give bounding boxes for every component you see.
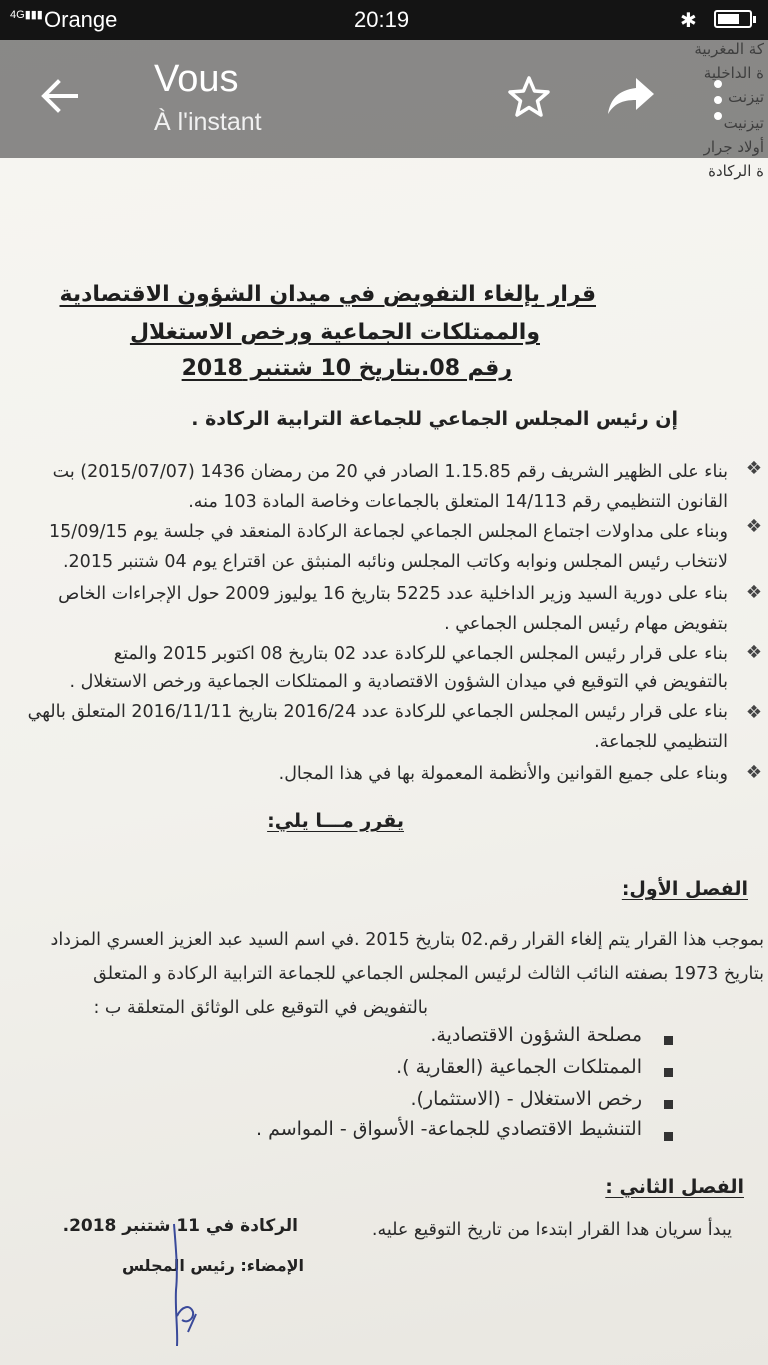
app-bar-subtitle: À l'instant <box>154 108 262 136</box>
square-bullet-icon <box>664 1068 673 1077</box>
battery-icon <box>714 10 752 28</box>
signal-icon: 4G▮▮▮ <box>10 9 43 21</box>
article-1-line: بالتفويض في التوقيع على الوثائق المتعلقة ب : <box>93 998 428 1018</box>
article-1-item: رخص الاستغلال - (الاستثمار). <box>410 1088 642 1110</box>
square-bullet-icon <box>664 1100 673 1109</box>
article-1-item: الممتلكات الجماعية (العقارية ). <box>396 1056 642 1078</box>
article-1-line: بموجب هذا القرار يتم إلغاء القرار رقم.02 بتاريخ 2015 .في اسم السيد عبد العزيز العسري المزداد <box>50 930 764 950</box>
star-icon[interactable] <box>506 74 552 120</box>
article-1-item: مصلحة الشؤون الاقتصادية. <box>430 1024 642 1046</box>
status-time: 20:19 <box>354 7 410 32</box>
app-bar <box>0 40 768 158</box>
consideration-line: التنظيمي للجماعة. <box>594 732 728 752</box>
handwritten-signature <box>160 1220 220 1350</box>
bluetooth-icon: ✱ <box>680 8 697 32</box>
document-title-line: قرار بإلغاء التفويض في ميدان الشؤون الاقتصادية <box>59 282 596 307</box>
app-bar-title: Vous <box>154 58 239 100</box>
share-icon[interactable] <box>606 76 656 118</box>
consideration-line: لانتخاب رئيس المجلس ونوابه وكاتب المجلس ونائبه المنبثق عن اقتراع يوم 04 شتنبر 2015. <box>62 552 728 572</box>
diamond-bullet-icon: ❖ <box>745 516 762 537</box>
consideration-line: بناء على قرار رئيس المجلس الجماعي للركادة عدد 2016/24 بتاريخ 2016/11/11 المتعلق بالهي <box>27 702 728 722</box>
consideration-line: بالتفويض في التوقيع في ميدان الشؤون الاقتصادية و الممتلكات الجماعية ورخص الاستغلال . <box>69 672 728 692</box>
article-2-text: يبدأ سريان هدا القرار ابتدءا من تاريخ التوقيع عليه. <box>371 1220 732 1240</box>
consideration-line: بناء على دورية السيد وزير الداخلية عدد 5225 بتاريخ 16 يوليوز 2009 حول الإجراءات الخاص <box>58 584 728 604</box>
article-2-heading: الفصل الثاني : <box>605 1176 744 1198</box>
back-arrow-icon[interactable] <box>38 74 82 118</box>
article-1-item: التنشيط الاقتصادي للجماعة- الأسواق - المواسم . <box>256 1118 642 1140</box>
carrier-name: Orange <box>44 7 118 32</box>
signature-label: الإمضاء: رئيس المجلس <box>121 1256 304 1275</box>
decides-heading: يقرر مـــا يلي: <box>267 810 404 832</box>
document-intro: إن رئيس المجلس الجماعي للجماعة الترابية الركادة . <box>191 408 678 430</box>
consideration-line: وبناء على مداولات اجتماع المجلس الجماعي لجماعة الركادة المنعقد في جلسة يوم 15/09/15 <box>49 522 728 542</box>
article-1-heading: الفصل الأول: <box>621 878 748 900</box>
signature-place-date: الركادة في 11 شتنبر 2018. <box>62 1216 298 1236</box>
square-bullet-icon <box>664 1132 673 1141</box>
consideration-line: القانون التنظيمي رقم 14/113 المتعلق بالجماعات وخاصة المادة 103 منه. <box>188 492 728 512</box>
diamond-bullet-icon: ❖ <box>745 458 762 479</box>
consideration-line: وبناء على جميع القوانين والأنظمة المعمولة بها في هذا المجال. <box>278 764 728 784</box>
consideration-line: بتفويض مهام رئيس المجلس الجماعي . <box>444 614 728 634</box>
article-1-line: بتاريخ 1973 بصفته النائب الثالث لرئيس المجلس الجماعي للجماعة الترابية الركادة و المتعلق <box>93 964 764 984</box>
document-title-line: رقم 08.بتاريخ 10 شتنبر 2018 <box>181 356 512 381</box>
more-vert-icon[interactable] <box>708 78 728 122</box>
consideration-line: بناء على قرار رئيس المجلس الجماعي للركادة عدد 02 بتاريخ 08 اكتوبر 2015 والمتع <box>113 644 728 664</box>
diamond-bullet-icon: ❖ <box>745 582 762 603</box>
consideration-line: بناء على الظهير الشريف رقم 1.15.85 الصادر في 20 من رمضان 1436 (2015/07/07) بت <box>52 462 728 482</box>
header-corner-line: ة الركادة <box>708 162 764 180</box>
diamond-bullet-icon: ❖ <box>745 702 762 723</box>
square-bullet-icon <box>664 1036 673 1045</box>
diamond-bullet-icon: ❖ <box>745 762 762 783</box>
document-title-line: والممتلكات الجماعية ورخص الاستغلال <box>129 320 540 345</box>
diamond-bullet-icon: ❖ <box>745 642 762 663</box>
status-bar <box>0 0 768 40</box>
